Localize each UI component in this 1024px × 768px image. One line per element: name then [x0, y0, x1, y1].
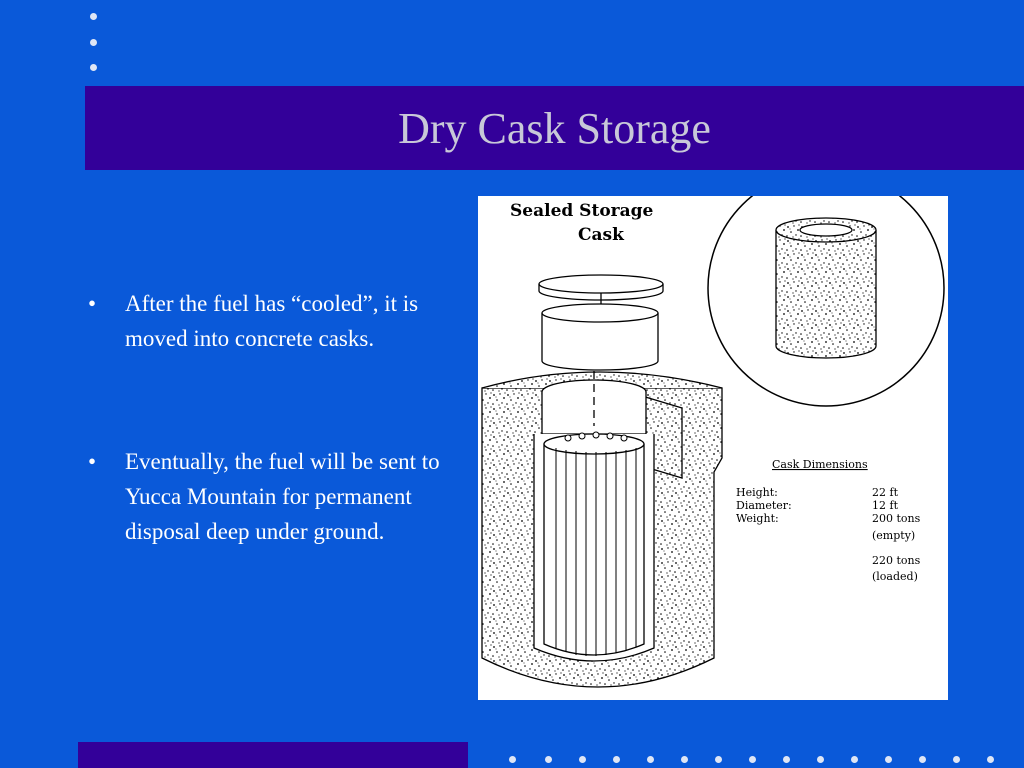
decor-dot	[90, 13, 97, 20]
dimension-value: 200 tons	[872, 512, 921, 525]
decor-dot	[715, 756, 722, 763]
cask-dimensions	[736, 458, 921, 583]
dimension-label: Diameter:	[736, 499, 792, 512]
cask-diagram	[478, 196, 948, 700]
bullet-marker: •	[88, 291, 97, 316]
dimension-label: Height:	[736, 486, 778, 499]
bullet-item	[88, 444, 448, 549]
decor-dot	[509, 756, 516, 763]
decor-dot	[987, 756, 994, 763]
dimension-value: 22 ft	[872, 486, 898, 499]
bullet-text: After the fuel has “cooled”, it is moved into concrete casks.	[125, 291, 419, 351]
slide-title: Dry Cask Storage	[398, 103, 711, 153]
decor-dot	[953, 756, 960, 763]
bullet-item	[88, 286, 448, 356]
figure-title-line1: Sealed Storage	[510, 201, 654, 221]
fuel-canister	[544, 432, 644, 656]
cask-diagram-svg	[478, 196, 948, 700]
cask-lid	[539, 275, 663, 306]
decor-dot	[545, 756, 552, 763]
decor-dot	[851, 756, 858, 763]
shield-plug	[542, 304, 658, 370]
figure-title-line2: Cask	[578, 225, 624, 245]
decor-dot	[90, 39, 97, 46]
decor-dot	[579, 756, 586, 763]
decor-dot	[817, 756, 824, 763]
decor-dot	[647, 756, 654, 763]
weight-note-loaded: (loaded)	[872, 570, 918, 583]
dimensions-heading: Cask Dimensions	[772, 458, 868, 471]
decor-dot	[749, 756, 756, 763]
decor-dot	[90, 64, 97, 71]
decor-dot	[919, 756, 926, 763]
decor-dot	[613, 756, 620, 763]
weight-loaded: 220 tons	[872, 554, 921, 567]
weight-note-empty: (empty)	[872, 529, 916, 542]
dimension-value: 12 ft	[872, 499, 898, 512]
decor-dot	[783, 756, 790, 763]
bottom-band	[78, 742, 468, 768]
bullet-marker: •	[88, 449, 97, 474]
bullet-list	[88, 286, 448, 549]
dimension-label: Weight:	[736, 512, 779, 525]
decor-dot	[885, 756, 892, 763]
title-band	[85, 86, 1024, 170]
inset-cask-circle	[708, 196, 944, 406]
bullet-text: Eventually, the fuel will be sent to Yucca Mountain for permanent disposal deep under ground.	[125, 449, 440, 544]
decor-dot	[681, 756, 688, 763]
